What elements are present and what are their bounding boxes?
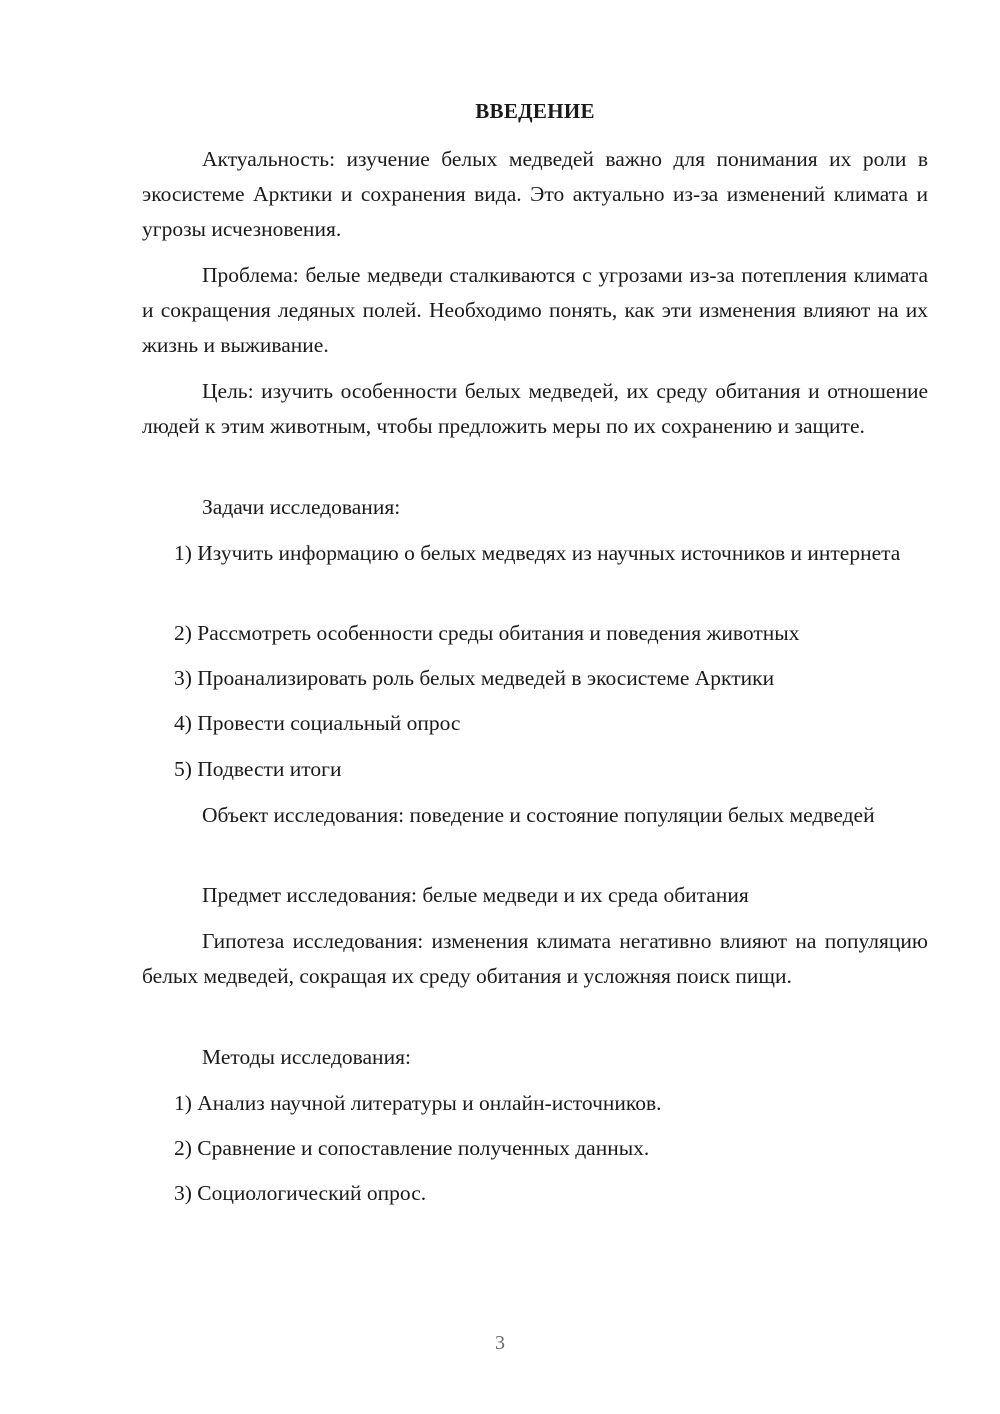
tasks-heading: Задачи исследования: bbox=[202, 495, 401, 519]
method-item: 3) Социологический опрос. bbox=[174, 1181, 427, 1205]
task-item: 4) Провести социальный опрос bbox=[174, 711, 461, 735]
hypothesis-paragraph: Гипотеза исследования: изменения климата негативно влияют на популяцию белых медведей, сокращая их среду обитания и усложняя поиск пищи. bbox=[142, 929, 928, 988]
methods-heading: Методы исследования: bbox=[202, 1045, 411, 1069]
task-item: 5) Подвести итоги bbox=[174, 757, 342, 781]
task-item: 3) Проанализировать роль белых медведей в экосистеме Арктики bbox=[174, 666, 775, 690]
method-item: 2) Сравнение и сопоставление полученных данных. bbox=[174, 1136, 650, 1160]
page-title: ВВЕДЕНИЕ bbox=[475, 99, 595, 123]
task-item: 2) Рассмотреть особенности среды обитания и поведения животных bbox=[174, 621, 800, 645]
object-paragraph: Объект исследования: поведение и состояние популяции белых медведей bbox=[202, 803, 875, 827]
subject-paragraph: Предмет исследования: белые медведи и их среда обитания bbox=[202, 883, 749, 907]
task-item: 1) Изучить информацию о белых медведях из научных источников и интернета bbox=[174, 541, 901, 565]
method-item: 1) Анализ научной литературы и онлайн-источников. bbox=[174, 1091, 662, 1115]
page-number: 3 bbox=[495, 1332, 505, 1354]
problem-paragraph: Проблема: белые медведи сталкиваются с угрозами из-за потепления климата и сокращения ледяных полей. Необходимо понять, как эти изменения влияют на их жизнь и выживание. bbox=[142, 263, 928, 357]
relevance-paragraph: Актуальность: изучение белых медведей важно для понимания их роли в экосистеме Арктики и сохранения вида. Это актуально из-за изменений климата и угрозы исчезновения. bbox=[142, 147, 928, 241]
goal-paragraph: Цель: изучить особенности белых медведей, их среду обитания и отношение людей к этим животным, чтобы предложить меры по их сохранению и защите. bbox=[142, 379, 928, 438]
